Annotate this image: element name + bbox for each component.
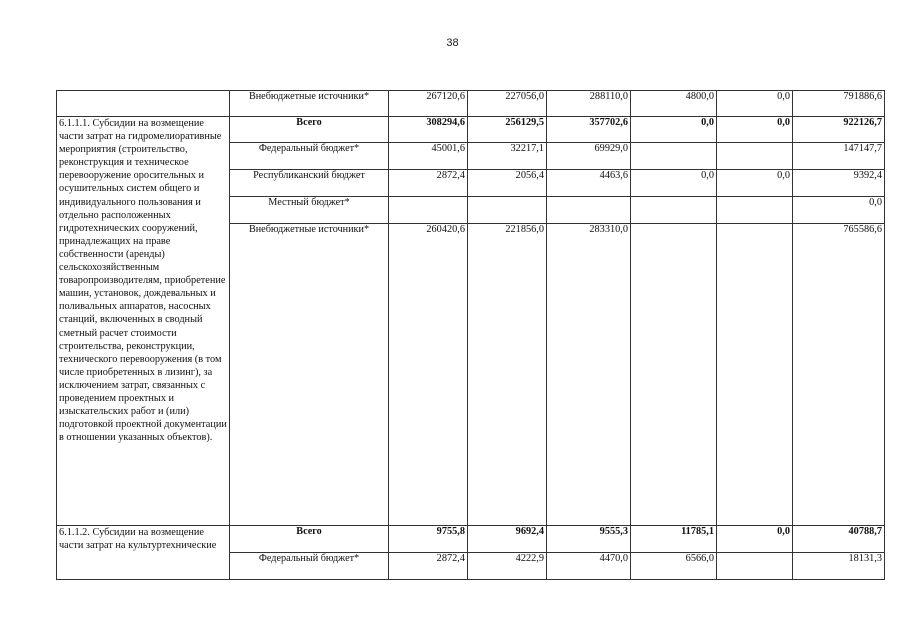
value-cell: 40788,7: [793, 526, 885, 553]
value-cell: 2872,4: [389, 553, 468, 580]
value-cell: 283310,0: [547, 224, 631, 526]
measure-description: 6.1.1.2. Субсидии на возмещение части затрат на культуртехнические: [57, 526, 230, 580]
value-cell: [717, 143, 793, 170]
value-cell: 357702,6: [547, 117, 631, 143]
value-cell: 4800,0: [631, 91, 717, 117]
source-cell: Внебюджетные источники*: [230, 91, 389, 117]
budget-table: [56, 90, 885, 580]
source-cell: Федеральный бюджет*: [230, 143, 389, 170]
value-cell: 2872,4: [389, 170, 468, 197]
source-cell: Республиканский бюджет: [230, 170, 389, 197]
value-cell: 4222,9: [468, 553, 547, 580]
value-cell: 11785,1: [631, 526, 717, 553]
source-cell: Внебюджетные источники*: [230, 224, 389, 526]
value-cell: 0,0: [717, 91, 793, 117]
value-cell: 260420,6: [389, 224, 468, 526]
table-row: [57, 117, 885, 143]
value-cell: 308294,6: [389, 117, 468, 143]
value-cell: [389, 197, 468, 224]
value-cell: 45001,6: [389, 143, 468, 170]
value-cell: 9555,3: [547, 526, 631, 553]
value-cell: 6566,0: [631, 553, 717, 580]
value-cell: 18131,3: [793, 553, 885, 580]
value-cell: 4470,0: [547, 553, 631, 580]
value-cell: 256129,5: [468, 117, 547, 143]
value-cell: [717, 224, 793, 526]
description-cell: [57, 91, 230, 117]
value-cell: 288110,0: [547, 91, 631, 117]
value-cell: 9755,8: [389, 526, 468, 553]
value-cell: 0,0: [793, 197, 885, 224]
value-cell: 0,0: [717, 526, 793, 553]
value-cell: 221856,0: [468, 224, 547, 526]
source-cell: Федеральный бюджет*: [230, 553, 389, 580]
value-cell: 0,0: [631, 117, 717, 143]
value-cell: 147147,7: [793, 143, 885, 170]
value-cell: 227056,0: [468, 91, 547, 117]
value-cell: 9692,4: [468, 526, 547, 553]
table-row: [57, 91, 885, 117]
value-cell: 2056,4: [468, 170, 547, 197]
value-cell: 69929,0: [547, 143, 631, 170]
value-cell: 922126,7: [793, 117, 885, 143]
value-cell: 0,0: [631, 170, 717, 197]
value-cell: 0,0: [717, 170, 793, 197]
value-cell: [547, 197, 631, 224]
value-cell: [468, 197, 547, 224]
value-cell: 9392,4: [793, 170, 885, 197]
page-number: 38: [446, 37, 459, 49]
value-cell: [717, 197, 793, 224]
measure-description: 6.1.1.1. Субсидии на возмещение части затрат на гидромелиоративные мероприятия (строительство, реконструкция и техническое перевооружение оросительных и осушительных систем общего и индивидуального пользования и отдельно расположенных гидротехнических сооружений, принадлежащих на праве собственности (аренды) сельскохозяйственным товаропроизводителям, приобретение машин, установок, дождевальных и поливальных аппаратов, насосных станций, включенных в сводный сметный расчет стоимости строительства, реконструкции, технического перевооружения (в том числе приобретенных в лизинг), за исключением затрат, связанных с проведением проектных и изыскательских работ и (или) подготовкой проектной документации в отношении указанных объектов).: [57, 117, 230, 526]
value-cell: [631, 224, 717, 526]
source-cell: Всего: [230, 117, 389, 143]
value-cell: 791886,6: [793, 91, 885, 117]
table-row: [57, 526, 885, 553]
value-cell: 765586,6: [793, 224, 885, 526]
source-cell: Всего: [230, 526, 389, 553]
value-cell: [631, 197, 717, 224]
value-cell: [717, 553, 793, 580]
value-cell: 4463,6: [547, 170, 631, 197]
value-cell: 267120,6: [389, 91, 468, 117]
source-cell: Местный бюджет*: [230, 197, 389, 224]
value-cell: [631, 143, 717, 170]
value-cell: 0,0: [717, 117, 793, 143]
value-cell: 32217,1: [468, 143, 547, 170]
